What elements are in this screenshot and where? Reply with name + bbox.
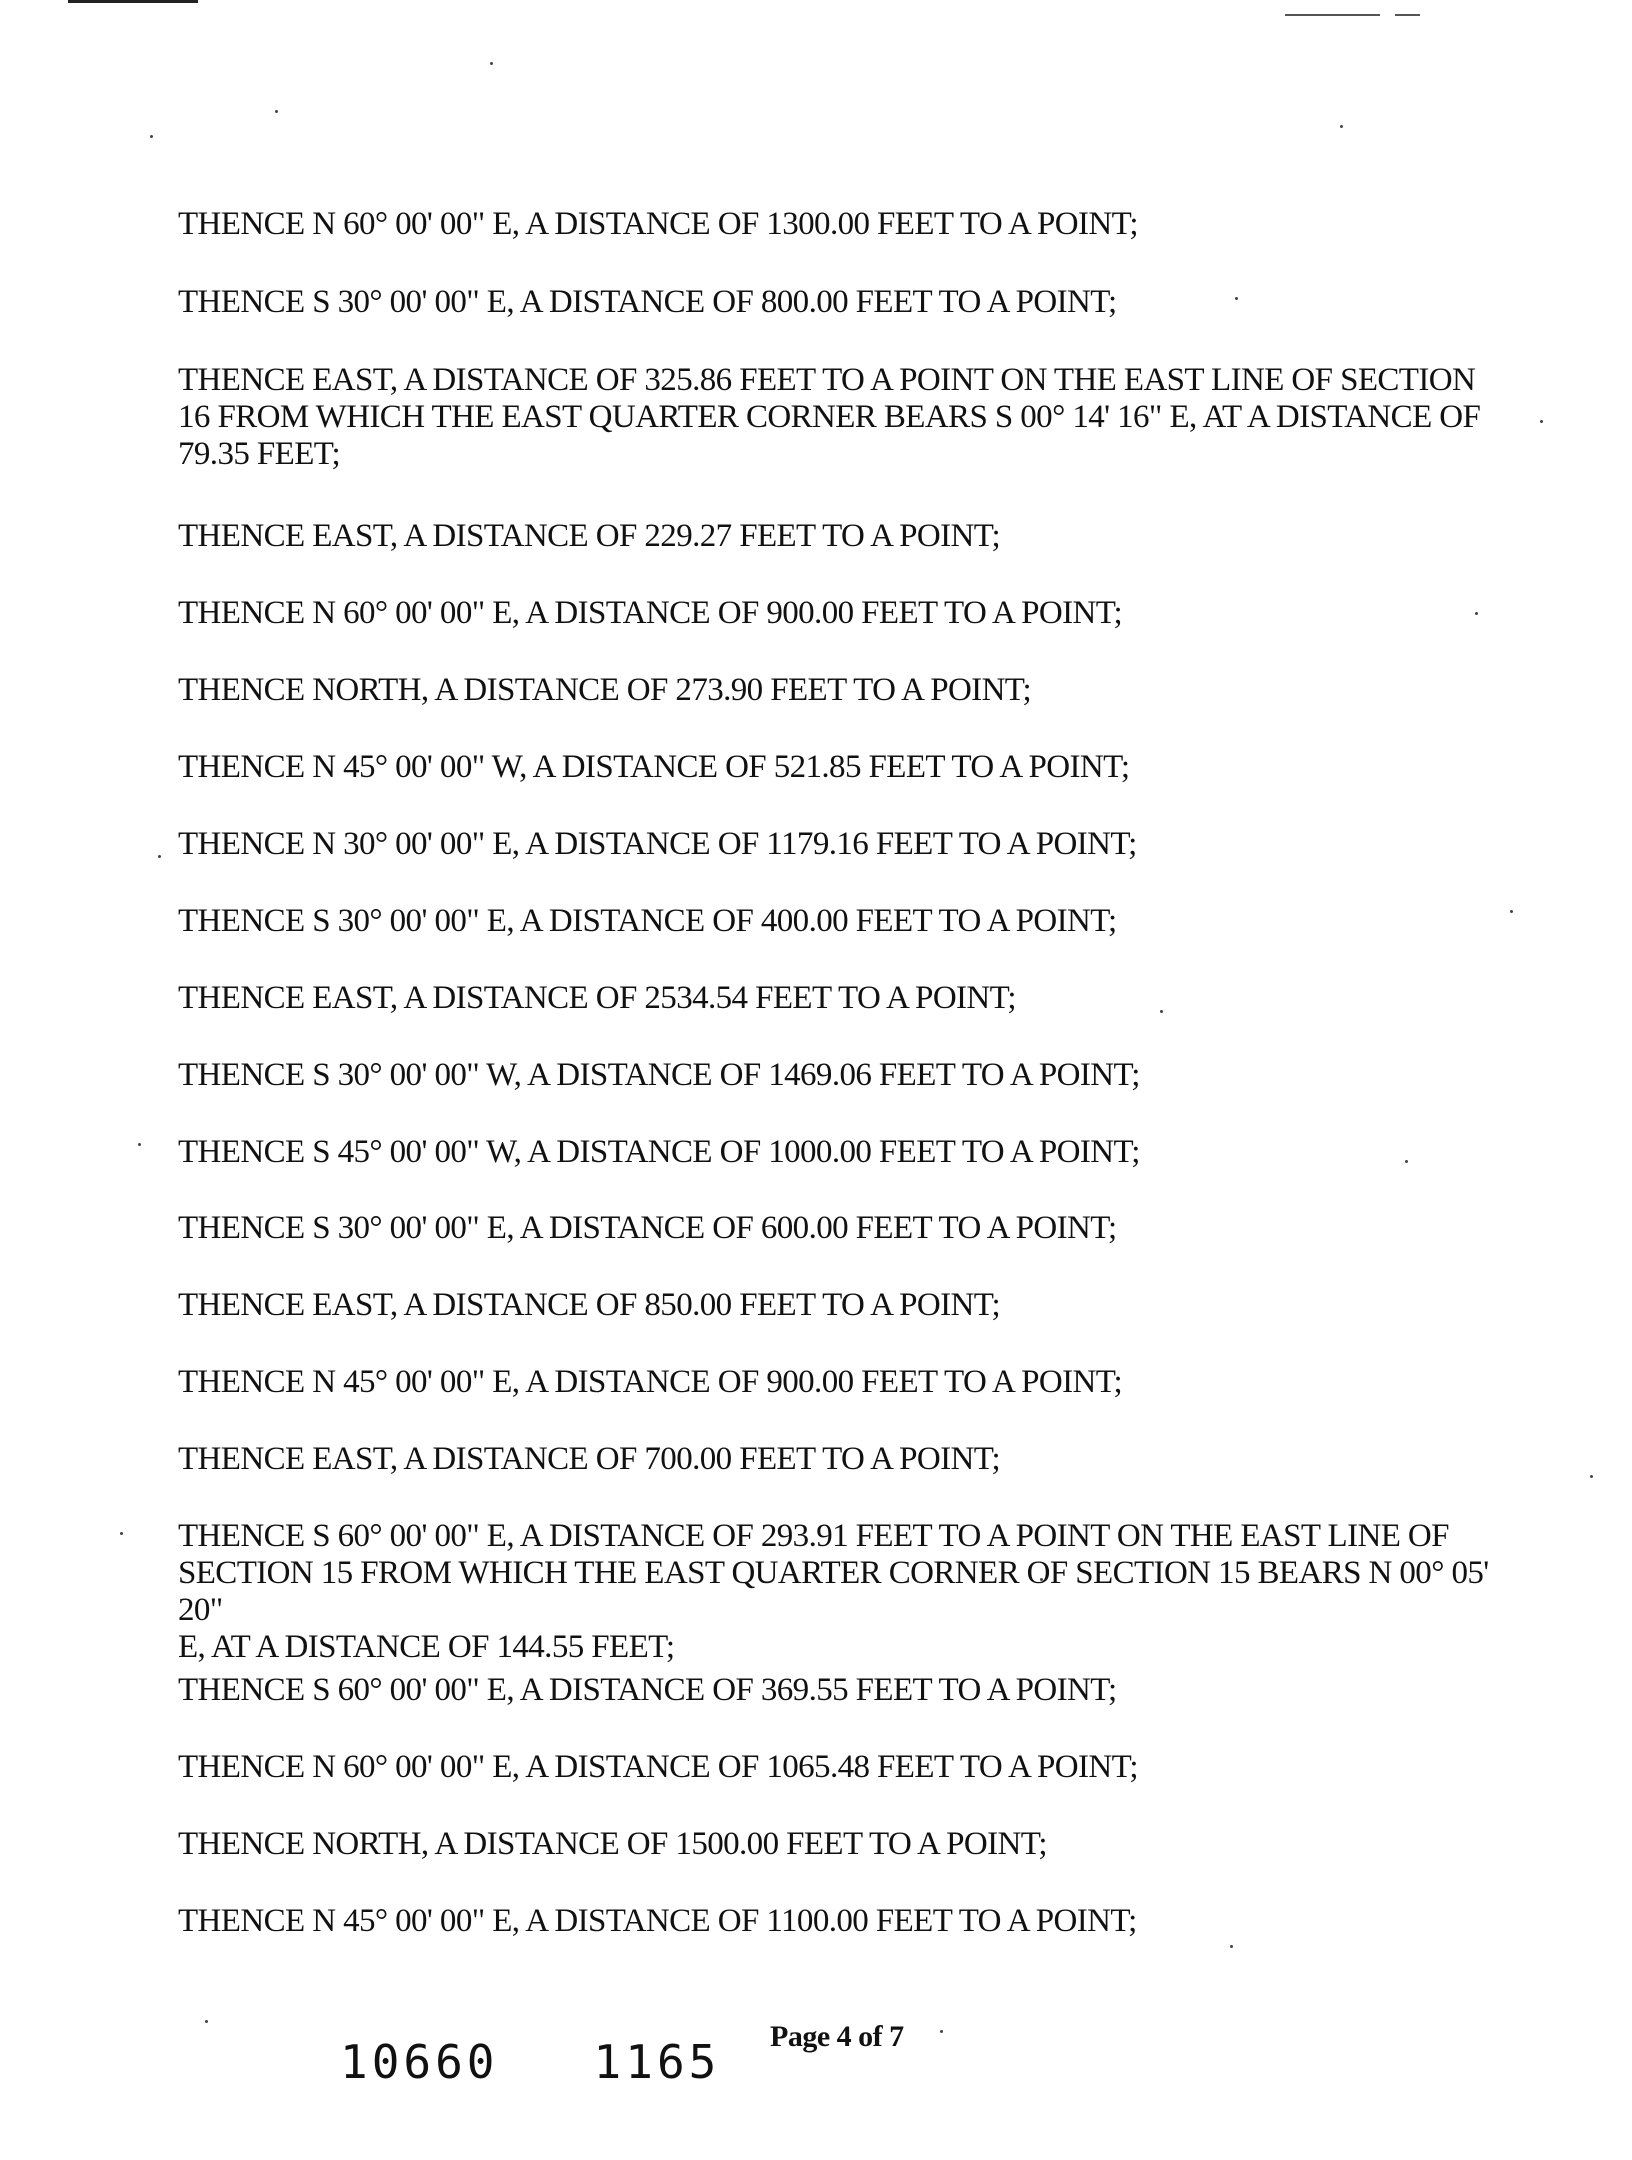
scan-speck — [120, 1532, 123, 1535]
scan-speck — [1590, 1475, 1593, 1478]
legal-description-course-10: THENCE EAST, A DISTANCE OF 2534.54 FEET TO A POINT; — [178, 980, 1016, 1016]
legal-description-course-14: THENCE EAST, A DISTANCE OF 850.00 FEET TO A POINT; — [178, 1287, 1001, 1323]
legal-description-course-6: THENCE NORTH, A DISTANCE OF 273.90 FEET TO A POINT; — [178, 672, 1032, 708]
legal-description-course-21: THENCE N 45° 00' 00" E, A DISTANCE OF 1100.00 FEET TO A POINT; — [178, 1903, 1137, 1939]
scan-dash-mark — [1285, 14, 1380, 16]
legal-description-course-20: THENCE NORTH, A DISTANCE OF 1500.00 FEET TO A POINT; — [178, 1826, 1048, 1862]
legal-description-course-3: THENCE EAST, A DISTANCE OF 325.86 FEET TO A POINT ON THE EAST LINE OF SECTION 16 FROM WHICH THE EAST QUARTER CORNER BEARS S 00° 14' 16" E, AT A DISTANCE OF 79.35 FEET; — [178, 362, 1481, 472]
page-number: Page 4 of 7 — [770, 2020, 904, 2053]
scan-speck — [1230, 1945, 1233, 1948]
legal-description-course-19: THENCE N 60° 00' 00" E, A DISTANCE OF 1065.48 FEET TO A POINT; — [178, 1749, 1138, 1785]
scan-speck — [275, 110, 278, 113]
scan-speck — [490, 62, 493, 65]
scan-speck — [1510, 910, 1513, 913]
legal-description-course-1: THENCE N 60° 00' 00" E, A DISTANCE OF 1300.00 FEET TO A POINT; — [178, 206, 1138, 242]
legal-description-course-2: THENCE S 30° 00' 00" E, A DISTANCE OF 800.00 FEET TO A POINT; — [178, 284, 1117, 320]
legal-description-course-17: THENCE S 60° 00' 00" E, A DISTANCE OF 293.91 FEET TO A POINT ON THE EAST LINE OF SECTION 15 FROM WHICH THE EAST QUARTER CORNER OF SECTION 15 BEARS N 00° 05' 20" E, AT A DISTANCE OF 144.55 FEET; — [178, 1518, 1489, 1665]
scan-speck — [205, 2020, 208, 2023]
legal-description-course-7: THENCE N 45° 00' 00" W, A DISTANCE OF 521.85 FEET TO A POINT; — [178, 749, 1130, 785]
legal-description-course-5: THENCE N 60° 00' 00" E, A DISTANCE OF 900.00 FEET TO A POINT; — [178, 595, 1123, 631]
legal-description-course-9: THENCE S 30° 00' 00" E, A DISTANCE OF 400.00 FEET TO A POINT; — [178, 903, 1117, 939]
legal-description-course-8: THENCE N 30° 00' 00" E, A DISTANCE OF 1179.16 FEET TO A POINT; — [178, 826, 1137, 862]
legal-description-course-16: THENCE EAST, A DISTANCE OF 700.00 FEET TO A POINT; — [178, 1441, 1001, 1477]
legal-description-course-18: THENCE S 60° 00' 00" E, A DISTANCE OF 369.55 FEET TO A POINT; — [178, 1672, 1117, 1708]
scan-speck — [940, 2030, 943, 2033]
scan-speck — [158, 855, 161, 858]
scan-edge-rule — [68, 0, 198, 3]
scan-dash-mark — [1395, 14, 1420, 16]
scan-speck — [1340, 125, 1343, 128]
scan-speck — [138, 1143, 141, 1146]
scan-speck — [150, 135, 153, 138]
legal-description-course-12: THENCE S 45° 00' 00" W, A DISTANCE OF 1000.00 FEET TO A POINT; — [178, 1134, 1140, 1170]
legal-description-course-15: THENCE N 45° 00' 00" E, A DISTANCE OF 900.00 FEET TO A POINT; — [178, 1364, 1123, 1400]
legal-description-course-4: THENCE EAST, A DISTANCE OF 229.27 FEET TO A POINT; — [178, 518, 1001, 554]
legal-description-course-13: THENCE S 30° 00' 00" E, A DISTANCE OF 600.00 FEET TO A POINT; — [178, 1210, 1117, 1246]
scan-speck — [1540, 420, 1543, 423]
book-page-stamp: 10660 1165 — [340, 2035, 721, 2089]
legal-description-course-11: THENCE S 30° 00' 00" W, A DISTANCE OF 1469.06 FEET TO A POINT; — [178, 1057, 1140, 1093]
